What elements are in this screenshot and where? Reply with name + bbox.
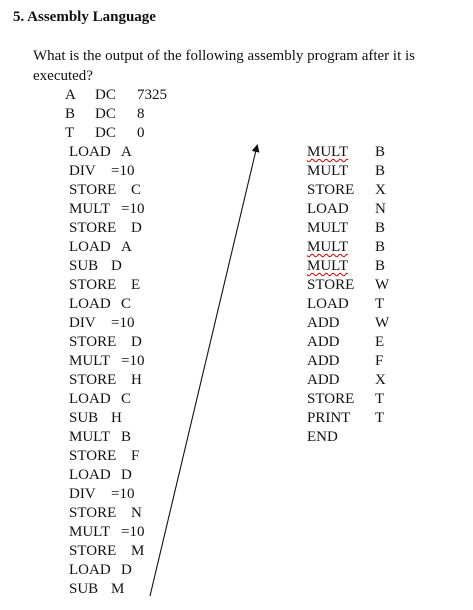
instruction-op: LOAD bbox=[307, 296, 349, 312]
instruction-arg: B bbox=[375, 258, 386, 274]
instruction-arg: E bbox=[131, 277, 141, 293]
instruction-op: STORE bbox=[307, 182, 355, 198]
instruction-arg: T bbox=[375, 410, 385, 426]
declaration-label: T bbox=[65, 125, 75, 141]
instruction-arg: A bbox=[121, 144, 132, 160]
instruction-arg: =10 bbox=[111, 315, 135, 331]
declaration-value: 0 bbox=[137, 125, 145, 141]
instruction-op: DIV bbox=[69, 315, 96, 331]
instruction-op: LOAD bbox=[69, 391, 111, 407]
instruction-arg: B bbox=[375, 163, 386, 179]
instruction-arg: D bbox=[121, 467, 132, 483]
instruction-op: STORE bbox=[69, 372, 117, 388]
instruction-op: STORE bbox=[69, 505, 117, 521]
instruction-arg: N bbox=[375, 201, 386, 217]
instruction-op: MULT bbox=[69, 524, 111, 540]
instruction-op: DIV bbox=[69, 163, 96, 179]
instruction-op: STORE bbox=[69, 277, 117, 293]
instruction-op: STORE bbox=[69, 334, 117, 350]
instruction-op: END bbox=[307, 429, 338, 445]
instruction-arg: =10 bbox=[111, 486, 135, 502]
arrow-line bbox=[150, 146, 257, 596]
instruction-op: LOAD bbox=[69, 467, 111, 483]
instruction-op: LOAD bbox=[307, 201, 349, 217]
instruction-arg: C bbox=[121, 391, 132, 407]
instruction-arg: D bbox=[131, 334, 142, 350]
instruction-op: MULT bbox=[307, 258, 349, 274]
instruction-op: ADD bbox=[307, 353, 340, 369]
instruction-arg: B bbox=[375, 239, 386, 255]
instruction-op: STORE bbox=[69, 220, 117, 236]
instruction-arg: =10 bbox=[121, 524, 145, 540]
question-text: What is the output of the following assembly program after it is executed? bbox=[33, 48, 416, 84]
instruction-arg: A bbox=[121, 239, 132, 255]
instruction-op: MULT bbox=[69, 429, 111, 445]
instruction-arg: E bbox=[375, 334, 385, 350]
instruction-op: MULT bbox=[69, 353, 111, 369]
instruction-op: PRINT bbox=[307, 410, 351, 426]
instruction-op: LOAD bbox=[69, 239, 111, 255]
instruction-arg: =10 bbox=[121, 201, 145, 217]
instruction-arg: C bbox=[131, 182, 142, 198]
instruction-op: SUB bbox=[69, 581, 99, 597]
instruction-op: MULT bbox=[307, 163, 349, 179]
instruction-op: MULT bbox=[307, 220, 349, 236]
instruction-op: LOAD bbox=[69, 562, 111, 578]
instruction-op: STORE bbox=[307, 277, 355, 293]
instruction-arg: M bbox=[131, 543, 145, 559]
instruction-op: STORE bbox=[69, 182, 117, 198]
declaration-value: 8 bbox=[137, 106, 145, 122]
declaration-value: 7325 bbox=[137, 87, 167, 103]
instruction-arg: B bbox=[375, 220, 386, 236]
declaration-op: DC bbox=[95, 87, 116, 103]
instruction-arg: C bbox=[121, 296, 132, 312]
instruction-op: LOAD bbox=[69, 144, 111, 160]
instruction-arg: B bbox=[375, 144, 386, 160]
instruction-op: MULT bbox=[307, 239, 349, 255]
instruction-op: SUB bbox=[69, 258, 99, 274]
instruction-op: STORE bbox=[307, 391, 355, 407]
instruction-op: SUB bbox=[69, 410, 99, 426]
instruction-op: STORE bbox=[69, 543, 117, 559]
section-heading: 5. Assembly Language bbox=[13, 9, 156, 25]
instruction-arg: D bbox=[131, 220, 142, 236]
instruction-arg: H bbox=[131, 372, 142, 388]
instruction-arg: D bbox=[121, 562, 132, 578]
declaration-label: A bbox=[65, 87, 76, 103]
instruction-op: STORE bbox=[69, 448, 117, 464]
instruction-arg: T bbox=[375, 391, 385, 407]
instruction-arg: F bbox=[131, 448, 140, 464]
instruction-arg: X bbox=[375, 372, 386, 388]
instruction-arg: T bbox=[375, 296, 385, 312]
instruction-op: DIV bbox=[69, 486, 96, 502]
instruction-op: ADD bbox=[307, 372, 340, 388]
instruction-arg: =10 bbox=[121, 353, 145, 369]
instruction-op: ADD bbox=[307, 315, 340, 331]
instruction-arg: =10 bbox=[111, 163, 135, 179]
declaration-label: B bbox=[65, 106, 76, 122]
instruction-op: ADD bbox=[307, 334, 340, 350]
instruction-op: MULT bbox=[69, 201, 111, 217]
declaration-op: DC bbox=[95, 125, 116, 141]
instruction-arg: N bbox=[131, 505, 142, 521]
instruction-arg: W bbox=[375, 315, 390, 331]
instruction-arg: X bbox=[375, 182, 386, 198]
instruction-arg: M bbox=[111, 581, 125, 597]
instruction-arg: H bbox=[111, 410, 122, 426]
instruction-arg: F bbox=[375, 353, 384, 369]
instruction-op: LOAD bbox=[69, 296, 111, 312]
instruction-op: MULT bbox=[307, 144, 349, 160]
declaration-op: DC bbox=[95, 106, 116, 122]
instruction-arg: D bbox=[111, 258, 122, 274]
instruction-arg: B bbox=[121, 429, 132, 445]
instruction-arg: W bbox=[375, 277, 390, 293]
